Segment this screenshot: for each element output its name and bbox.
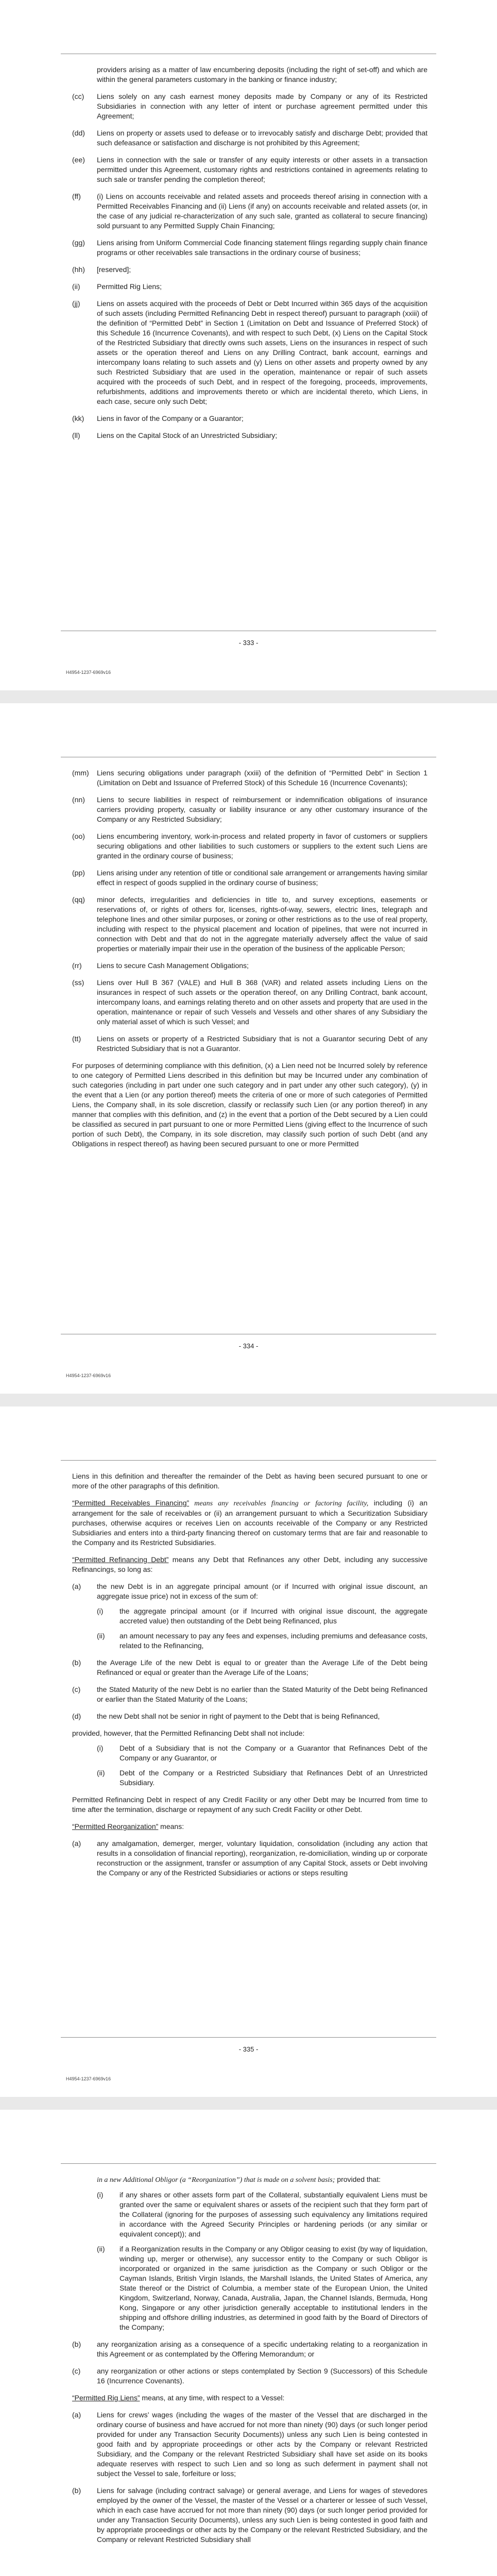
page-top-rule — [61, 2163, 436, 2164]
page-number: - 334 - — [238, 1342, 259, 1350]
closing-paragraph: For purposes of determining compliance with this definition, (x) a Lien need not be Incurred solely by reference to one category of Permitted Liens described in this definition but may be Incurred under any combination of such categories (including in part under one such category and in part under any other such category), (y) in the event that a Lien (or any portion thereof) meets the criteria of one or more of such categories of Permitted Liens, the Company shall, in its sole discretion, classify or reclassify such Lien (or any portion thereof) in any manner that complies with this definition, and (z) in the event that a portion of the Debt secured by a Lien could be classified as secured in part pursuant to one or more Permitted Liens (giving effect to the Incurrence of such portion of such Debt), the Company, in its sole discretion, may classify such portion of such Debt (and any Obligations in respect thereof) as having been secured pursuant to one or more Permitted — [72, 1061, 427, 1148]
page-content — [72, 768, 427, 1156]
list-item: (b) any reorganization arising as a consequence of a specific undertaking relating to a reorganization in this Agreement or as contemplated by the Offering Memorandum; or — [72, 2340, 427, 2358]
list-item: (a) any amalgamation, demerger, merger, voluntary liquidation, consolidation (including any action that results in a consolidation of financial reporting), reorganization, re-domiciliation, winding up or corporate reconstruction or the assignment, transfer or assumption of any Capital Stock, assets or Debt involving the Company or any of the Restricted Subsidiaries or actions or steps resulting — [72, 1839, 427, 1877]
list-item: (rr) Liens to secure Cash Management Obligations; — [72, 961, 249, 970]
sub-item: (ii) an amount necessary to pay any fees and expenses, including premiums and defeasance costs, related to the Refinancing, — [97, 1632, 427, 1650]
sub-item: (ii) if a Reorganization results in the Company or any Obligor ceasing to exist (by way of liquidation, winding up, merger or otherwise), any successor entity to the Company or such Obligor is incorporated or organized in the same jurisdiction as the Company or such Obligor or the Cayman Islands, British Virgin Islands, the Marshall Islands, the United States of America, any State thereof or the District of Columbia, a member state of the European Union, the United Kingdom, Switzerland, Norway, Canada, Australia, Japan, the Channel Islands, Bermuda, Hong Kong, Singapore or any other jurisdiction generally acceptable to institutional lenders in the shipping and offshore drilling industries, as determined in good faith by the Board of Directors of the Company; — [97, 2245, 427, 2331]
definition-permitted-reorganization: “Permitted Reorganization” means: — [72, 1822, 184, 1831]
page-335 — [0, 1406, 497, 2097]
continuation-item: in a new Additional Obligor (a “Reorganization”) that is made on a solvent basis; provided that: — [97, 2175, 381, 2184]
list-item: (ss) Liens over Hull B 367 (VALE) and Hull B 368 (VAR) and related assets including Liens on the insurances in respect of such assets or the operation thereof, on any Drilling Contract, bank account, intercompany loans, and earnings relating thereto and on other assets and property that are used in the operation, maintenance or repair of such Vessels and Vessels and other shares of any Subsidiary the only material asset of which is such Vessel; and — [72, 978, 427, 1026]
definition-permitted-refinancing-debt: “Permitted Refinancing Debt” means any Debt that Refinances any other Debt, including any successive Refinancings, so long as: — [72, 1555, 427, 1573]
page-number: - 333 - — [238, 639, 259, 647]
page-number: - 335 - — [238, 2045, 259, 2053]
intro-paragraph: Liens in this definition and thereafter the remainder of the Debt as having been secured pursuant to one or more of the other paragraphs of this definition. — [72, 1472, 427, 1490]
page-content — [72, 1471, 427, 1885]
list-item: (mm) Liens securing obligations under paragraph (xxiii) of the definition of “Permitted Debt” in Section 1 (Limitation on Debt and Issuance of Preferred Stock) of this Schedule 16 (Incurrence Covenants); — [72, 769, 427, 787]
definition-permitted-receivables-financing: “Permitted Receivables Financing” means any receivables financing or factoring facility, including (i) an arrangement for the sale of receivables or (ii) an arrangement pursuant to which a Securitization Subsidiary purchases, otherwise acquires or receives Lien on accounts receivable of the Company or any Restricted Subsidiaries and enters into a third-party financing thereof on customary terms that are fair and reasonable to the Company and its Restricted Subsidiaries. — [72, 1499, 428, 1547]
defined-term: “Permitted Reorganization” — [72, 1822, 159, 1831]
sub-item: (ii) Debt of the Company or a Restricted Subsidiary that Refinances Debt of an Unrestricted Subsidiary. — [97, 1769, 427, 1787]
list-item: (qq) minor defects, irregularities and deficiencies in title to, and survey exceptions, easements or reservations of, or rights of others for, licenses, rights-of-way, sewers, electric lines, telegraph and telephone lines and other similar purposes, or zoning or other restrictions as to the use of real property, including with respect to the physical placement and location of pipelines, that were not incurred in connection with Debt and that do not in the aggregate materially adversely affect the value of said properties or materially impair their use in the operation of the business of the applicable Person; — [72, 895, 427, 953]
page-334 — [0, 703, 497, 1394]
sub-item: (i) Debt of a Subsidiary that is not the Company or a Guarantor that Refinances Debt of the Company or any Guarantor, or — [97, 1744, 427, 1762]
list-item: (a) the new Debt is in an aggregate principal amount (or if Incurred with original issue discount, an aggregate issue price) not in excess of the sum of: — [72, 1582, 427, 1600]
list-item: (ee) Liens in connection with the sale or transfer of any equity interests or other assets in a transaction permitted under this Agreement, customary rights and restrictions contained in agreements relating to such sale or transfer pending the completion thereof; — [72, 156, 427, 183]
sub-item: (i) the aggregate principal amount (or if Incurred with original issue discount, the aggregate accreted value) then outstanding of the Debt being Refinanced, plus — [97, 1607, 427, 1625]
page-336 — [0, 2110, 497, 2576]
proviso-text: provided, however, that the Permitted Refinancing Debt shall not include: — [72, 1729, 305, 1737]
list-item: (gg) Liens arising from Uniform Commercial Code financing statement filings regarding supply chain finance programs or other receivables sale transactions in the ordinary course of business; — [72, 239, 427, 257]
list-item: (kk) Liens in favor of the Company or a Guarantor; — [72, 414, 244, 422]
list-item: (b) the Average Life of the new Debt is equal to or greater than the Average Life of the Debt being Refinanced or equal or greater than the Average Life of the Loans; — [72, 1658, 427, 1676]
list-item: (pp) Liens arising under any retention of title or conditional sale arrangement or arrangements having similar effect in respect of goods supplied in the ordinary course of business; — [72, 869, 427, 887]
footer-doc-id: H4954-1237-6969v16 — [66, 1373, 111, 1378]
list-item: (c) the Stated Maturity of the new Debt is no earlier than the Stated Maturity of the Debt being Refinanced or earlier than the Stated Maturity of the Loans; — [72, 1685, 427, 1703]
list-item: (ff) (i) Liens on accounts receivable and related assets and proceeds thereof arising in connection with a Permitted Receivables Financing and (ii) Liens (if any) on accounts receivable and related assets (or, in the case of any judicial re-characterization of any such sale, granted as collateral to secure financing) sold pursuant to any Permitted Supply Chain Financing; — [72, 192, 427, 230]
defined-term: “Permitted Rig Liens” — [72, 2394, 140, 2402]
sub-item: (i) if any shares or other assets form part of the Collateral, substantially equivalent Liens must be granted over the same or equivalent shares or assets of the recipient such that they form part of the Collateral (ignoring for the purposes of assessing such equivalency any limitations required in accordance with the Agreed Security Principles or hardening periods (or any similar or equivalent concept)); and — [97, 2191, 427, 2238]
page-bottom-rule — [61, 2037, 436, 2038]
footer-doc-id: H4954-1237-6969v16 — [66, 2076, 111, 2081]
list-item: (ll) Liens on the Capital Stock of an Unrestricted Subsidiary; — [72, 431, 278, 439]
list-item: (b) Liens for salvage (including contract salvage) or general average, and Liens for wages of stevedores employed by the owner of the Vessel, the master of the Vessel or a charterer or lessee of such Vessel, which in each case have accrued for not more than ninety (90) days (or such longer period provided for under any Transaction Security Documents), unless any such Lien is being contested in good faith and by appropriate proceedings or other acts by the Company or the relevant Restricted Subsidiary, and the Company or relevant Restricted Subsidiary shall — [72, 2486, 427, 2544]
definition-permitted-rig-liens: “Permitted Rig Liens” means, at any time, with respect to a Vessel: — [72, 2394, 285, 2402]
defined-term: “Permitted Receivables Financing” — [72, 1499, 190, 1507]
defined-term: “Permitted Refinancing Debt” — [72, 1555, 169, 1564]
list-item: (ii) Permitted Rig Liens; — [72, 282, 162, 291]
page-content — [72, 2175, 427, 2552]
page-content — [72, 65, 427, 448]
page-top-rule — [61, 1460, 436, 1461]
list-item: (c) any reorganization or other actions or steps contemplated by Section 9 (Successors) of this Schedule 16 (Incurrence Covenants). — [72, 2367, 427, 2385]
list-item: (jj) Liens on assets acquired with the proceeds of Debt or Debt Incurred within 365 days of the acquisition of such assets (including Permitted Refinancing Debt in respect thereof) pursuant to paragraph (xxiii) of the definition of “Permitted Debt” in Section 1 (Limitation on Debt and Issuance of Preferred Stock) of this Schedule 16 (Incurrence Covenants), and with respect to such Debt, (x) Liens on the Capital Stock of the Restricted Subsidiary that directly owns such assets, Liens on the insurances in respect of such assets or the operation thereof and Liens on any Drilling Contract, bank account, earnings and intercompany loans relating to such assets and (y) Liens on other assets and property owned by any such Restricted Subsidiary that are used in the operation, maintenance or repair of such assets acquired with the proceeds of such Debt, and in respect of the foregoing, proceeds, improvements, refurbishments, additions and improvements thereto or which are incidental thereto, which Liens, in each case, secure only such Debt; — [72, 299, 427, 405]
list-item: (cc) Liens solely on any cash earnest money deposits made by Company or any of its Restricted Subsidiaries in connection with any letter of intent or purchase agreement permitted under this Agreement; — [72, 92, 427, 120]
list-item: (hh) [reserved]; — [72, 265, 131, 274]
list-item: (tt) Liens on assets or property of a Restricted Subsidiary that is not a Guarantor securing Debt of any Restricted Subsidiary that is not a Guarantor. — [72, 1035, 427, 1053]
list-item: (dd) Liens on property or assets used to defease or to irrevocably satisfy and discharge Debt; provided that such defeasance or satisfaction and discharge is not prohibited by this Agreement; — [72, 129, 427, 147]
footer-doc-id: H4954-1237-6969v16 — [66, 670, 111, 675]
page-333 — [0, 0, 497, 690]
list-item: (nn) Liens to secure liabilities in respect of reimbursement or indemnification obligations of insurance carriers providing property, casualty or liability insurance or any other customary insurance of the Company or any Restricted Subsidiary; — [72, 795, 427, 823]
closing-paragraph: Permitted Refinancing Debt in respect of any Credit Facility or any other Debt may be Incurred from time to time after the termination, discharge or repayment of any such Credit Facility or other Debt. — [72, 1795, 427, 1814]
list-item: (d) the new Debt shall not be senior in right of payment to the Debt that is being Refinanced, — [72, 1712, 380, 1720]
list-item: (a) Liens for crews’ wages (including the wages of the master of the Vessel that are discharged in the ordinary course of business and have accrued for not more than ninety (90) days (or such longer period provided for under any Transaction Security Documents)) unless any such Lien is being contested in good faith and by appropriate proceedings or other acts by the Company or relevant Restricted Subsidiary, and the Company or the relevant Restricted Subsidiary shall have set aside on its books adequate reserves with respect to such Lien and so long as such deferment in payment shall not subject the Vessel to sale, forfeiture or loss; — [72, 2411, 427, 2478]
continuation-text: providers arising as a matter of law encumbering deposits (including the right of set-off) and which are within the general parameters customary in the banking or finance industry; — [97, 65, 427, 83]
list-item: (oo) Liens encumbering inventory, work-in-process and related property in favor of customers or suppliers securing obligations and other liabilities to such customers or suppliers to the extent such Liens are granted in the ordinary course of business; — [72, 832, 427, 860]
